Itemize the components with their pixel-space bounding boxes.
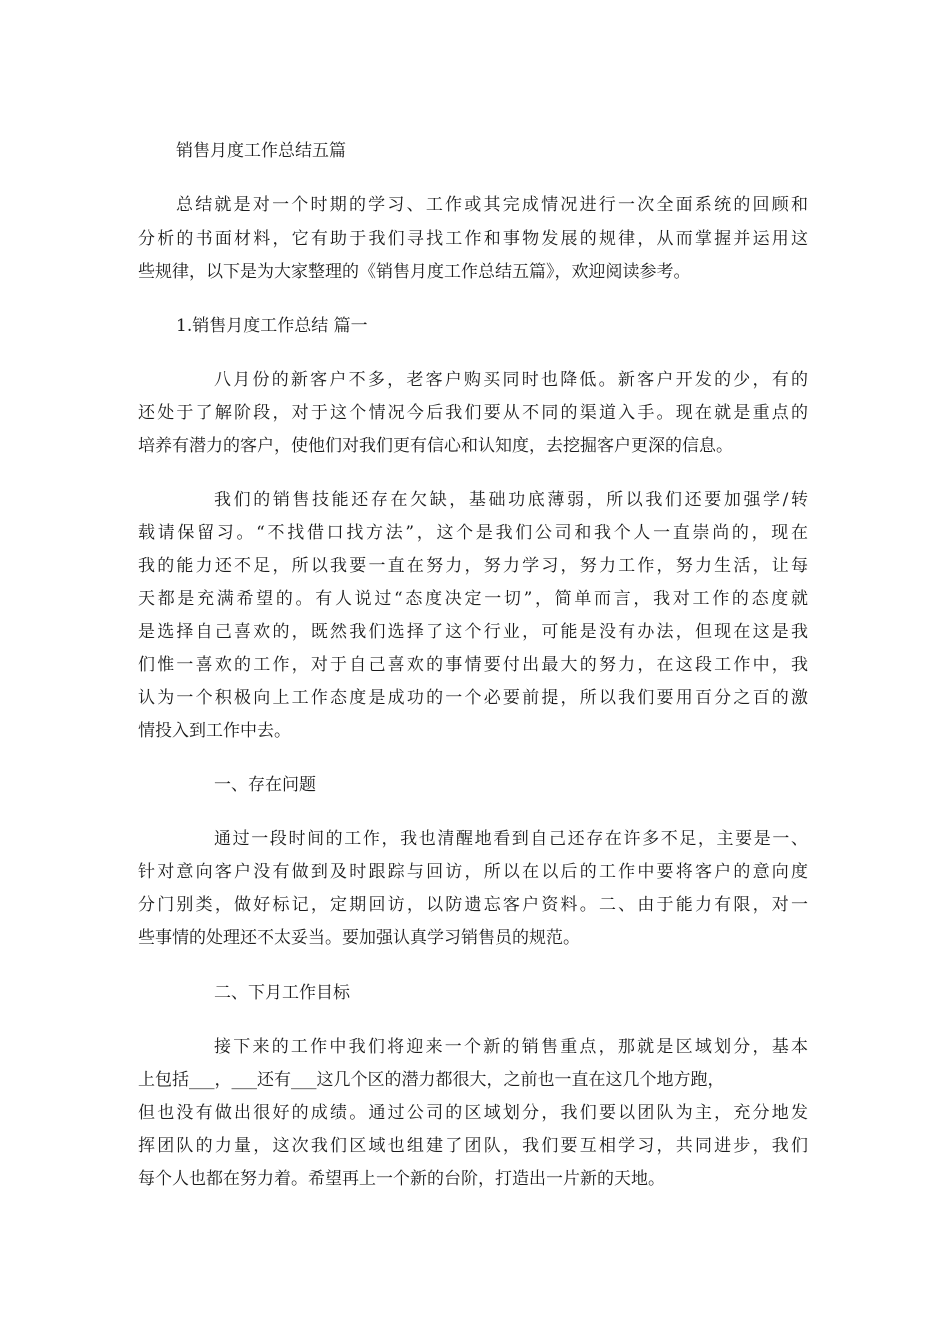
intro-line: 分析的书面材料，它有助于我们寻找工作和事物发展的规律，从而掌握并运用这 xyxy=(138,229,808,249)
paragraph-line: 分门别类，做好标记，定期回访，以防遗忘客户资料。二、由于能力有限，对一 xyxy=(138,895,808,915)
paragraph-line: 上包括___，___还有___这几个区的潜力都很大，之前也一直在这几个地方跑， xyxy=(138,1070,725,1090)
subheading-problems: 一、存在问题 xyxy=(214,775,316,795)
paragraph-line: 情投入到工作中去。 xyxy=(138,721,291,741)
paragraph-line: 接下来的工作中我们将迎来一个新的销售重点，那就是区域划分，基本 xyxy=(214,1037,808,1057)
paragraph-line: 针对意向客户没有做到及时跟踪与回访，所以在以后的工作中要将客户的意向度 xyxy=(138,862,808,882)
paragraph-line: 些事情的处理还不太妥当。要加强认真学习销售员的规范。 xyxy=(138,928,580,948)
paragraph-line: 还处于了解阶段，对于这个情况今后我们要从不同的渠道入手。现在就是重点的 xyxy=(138,403,808,423)
paragraph-line: 通过一段时间的工作，我也清醒地看到自己还存在许多不足，主要是一、 xyxy=(214,829,808,849)
paragraph-line: 载请保留习。“不找借口找方法”，这个是我们公司和我个人一直崇尚的，现在 xyxy=(138,523,808,543)
paragraph-line: 是选择自己喜欢的，既然我们选择了这个行业，可能是没有办法，但现在这是我 xyxy=(138,622,808,642)
paragraph-line: 我的能力还不足，所以我要一直在努力，努力学习，努力工作，努力生活，让每 xyxy=(138,556,808,576)
paragraph-line: 挥团队的力量，这次我们区域也组建了团队，我们要互相学习，共同进步，我们 xyxy=(138,1136,808,1156)
intro-line: 总结就是对一个时期的学习、工作或其完成情况进行一次全面系统的回顾和 xyxy=(176,195,808,215)
paragraph-line: 八月份的新客户不多，老客户购买同时也降低。新客户开发的少，有的 xyxy=(214,370,808,390)
paragraph-line: 培养有潜力的客户，使他们对我们更有信心和认知度，去挖掘客户更深的信息。 xyxy=(138,436,733,456)
paragraph-line: 但也没有做出很好的成绩。通过公司的区域划分，我们要以团队为主，充分地发 xyxy=(138,1103,808,1123)
paragraph-line: 每个人也都在努力着。希望再上一个新的台阶，打造出一片新的天地。 xyxy=(138,1169,665,1189)
paragraph-line: 我们的销售技能还存在欠缺，基础功底薄弱，所以我们还要加强学/转 xyxy=(214,490,808,510)
paragraph-line: 认为一个积极向上工作态度是成功的一个必要前提，所以我们要用百分之百的激 xyxy=(138,688,808,708)
section-heading: 1.销售月度工作总结 篇一 xyxy=(176,316,368,336)
paragraph-line: 们惟一喜欢的工作，对于自己喜欢的事情要付出最大的努力，在这段工作中，我 xyxy=(138,655,808,675)
paragraph-line: 天都是充满希望的。有人说过“态度决定一切”，简单而言，我对工作的态度就 xyxy=(138,589,808,609)
document-title: 销售月度工作总结五篇 xyxy=(176,141,346,161)
subheading-next-month-goals: 二、下月工作目标 xyxy=(214,983,350,1003)
intro-line: 些规律，以下是为大家整理的《销售月度工作总结五篇》，欢迎阅读参考。 xyxy=(138,262,691,282)
